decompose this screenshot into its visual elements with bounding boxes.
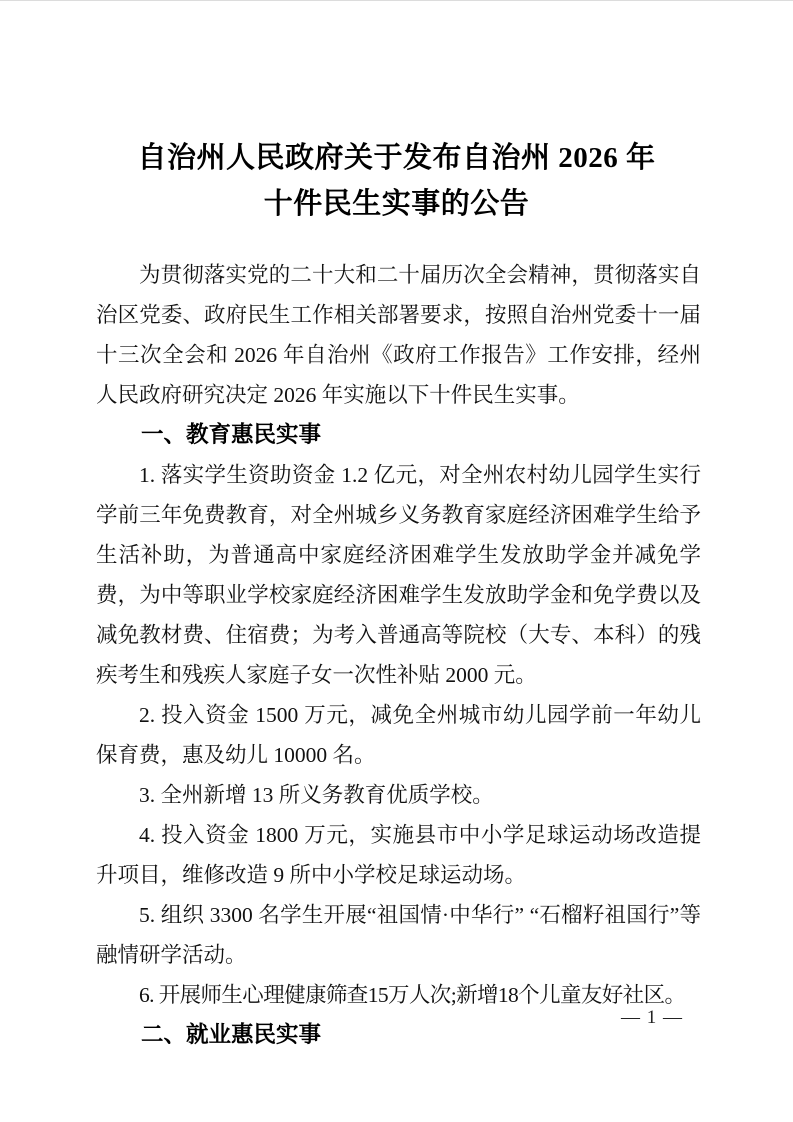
- page-number: — 1 —: [621, 1007, 683, 1028]
- document-body: [96, 255, 701, 1055]
- intro-paragraph: 为贯彻落实党的二十大和二十届历次全会精神，贯彻落实自治区党委、政府民生工作相关部署要求，按照自治州党委十一届十三次全会和 2026 年自治州《政府工作报告》工作安排，经州人民政府研究决定 2026 年实施以下十件民生实事。: [96, 263, 701, 407]
- section-heading-2: 二、就业惠民实事: [141, 1022, 322, 1047]
- list-item-1: 1. 落实学生资助资金 1.2 亿元，对全州农村幼儿园学生实行学前三年免费教育，对全州城乡义务教育家庭经济困难学生给予生活补助，为普通高中家庭经济困难学生发放助学金并减免学费，为中等职业学校家庭经济困难学生发放助学金和免学费以及减免教材费、住宿费；为考入普通高等院校（大专、本科）的残疾考生和残疾人家庭子女一次性补贴 2000 元。: [96, 463, 701, 687]
- section-heading-1: 一、教育惠民实事: [141, 422, 322, 447]
- list-item-2: 2. 投入资金 1500 万元，减免全州城市幼儿园学前一年幼儿保育费，惠及幼儿 10000 名。: [96, 703, 701, 767]
- document-title: [0, 1, 793, 227]
- title-line-2: 十件民生实事的公告: [263, 188, 530, 220]
- title-line-1: 自治州人民政府关于发布自治州 2026 年: [137, 142, 656, 174]
- list-item-4: 4. 投入资金 1800 万元，实施县市中小学足球运动场改造提升项目，维修改造 9 所中小学校足球运动场。: [96, 823, 701, 887]
- list-item-6: 6. 开展师生心理健康筛查15万人次;新增18个儿童友好社区。: [139, 983, 686, 1007]
- list-item-5: 5. 组织 3300 名学生开展“祖国情·中华行” “石榴籽祖国行”等融情研学活动。: [96, 903, 701, 967]
- list-item-3: 3. 全州新增 13 所义务教育优质学校。: [139, 783, 494, 807]
